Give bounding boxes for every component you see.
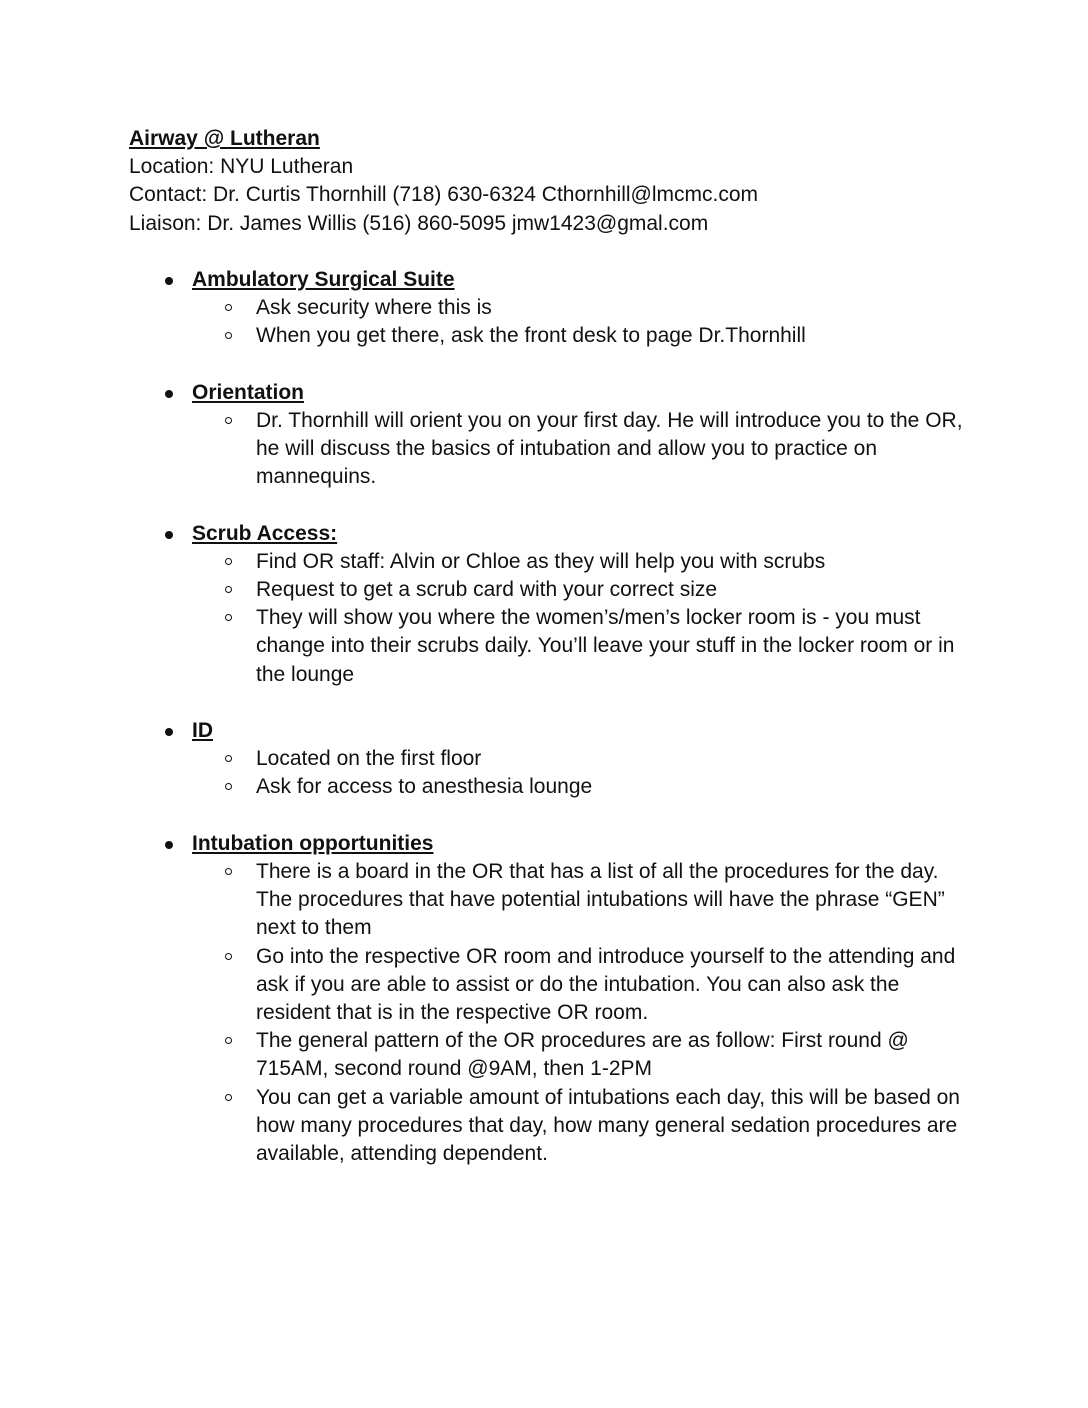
list-item <box>129 943 989 1028</box>
list-item <box>129 745 989 773</box>
hollow-bullet-icon <box>225 783 232 790</box>
hollow-bullet-icon <box>225 755 232 762</box>
list-item <box>129 322 989 350</box>
section-scrub-access <box>129 520 989 689</box>
section-intubation-opportunities <box>129 830 989 1168</box>
hollow-bullet-icon <box>225 1037 232 1044</box>
hollow-bullet-icon <box>225 1094 232 1101</box>
list-item-text: Located on the first floor <box>256 747 482 771</box>
list-item-text: When you get there, ask the front desk to page Dr.Thornhill <box>256 324 806 348</box>
list-item <box>129 773 989 801</box>
list-item-text: Dr. Thornhill will orient you on your first day. He will introduce you to the OR, he will discuss the basics of intubation and allow you to practice on mannequins. <box>256 408 963 489</box>
list-item-text: You can get a variable amount of intubations each day, this will be based on how many procedures that day, how many general sedation procedures are available, attending dependent. <box>256 1085 960 1166</box>
list-item <box>129 407 989 492</box>
list-item-text: Find OR staff: Alvin or Chloe as they will help you with scrubs <box>256 549 826 573</box>
hollow-bullet-icon <box>225 586 232 593</box>
section-heading: Scrub Access: <box>192 521 338 545</box>
list-item <box>129 576 989 604</box>
list-item <box>129 1084 989 1169</box>
section-heading-row <box>129 379 989 407</box>
document-page <box>129 125 989 1196</box>
list-item <box>129 604 989 689</box>
list-item <box>129 1027 989 1083</box>
section-id <box>129 717 989 802</box>
section-heading: Intubation opportunities <box>192 831 434 855</box>
list-item-text: They will show you where the women’s/men’s locker room is - you must change into their scrubs daily. You’ll leave your stuff in the locker room or in the lounge <box>256 606 955 686</box>
section-ambulatory-surgical-suite <box>129 266 989 351</box>
section-heading: Ambulatory Surgical Suite <box>192 267 455 291</box>
hollow-bullet-icon <box>225 417 232 424</box>
hollow-bullet-icon <box>225 868 232 875</box>
list-item-text: Request to get a scrub card with your correct size <box>256 578 718 602</box>
hollow-bullet-icon <box>225 558 232 565</box>
document-title: Airway @ Lutheran <box>129 127 320 150</box>
contact-line: Contact: Dr. Curtis Thornhill (718) 630-6324 Cthornhill@lmcmc.com <box>129 183 758 207</box>
hollow-bullet-icon <box>225 304 232 311</box>
list-item <box>129 294 989 322</box>
section-heading-row <box>129 520 989 548</box>
list-item-text: Ask security where this is <box>256 296 492 320</box>
section-heading-row <box>129 266 989 294</box>
hollow-bullet-icon <box>225 614 232 621</box>
location-line: Location: NYU Lutheran <box>129 155 354 179</box>
hollow-bullet-icon <box>225 332 232 339</box>
list-item-text: There is a board in the OR that has a list of all the procedures for the day. The procedures that have potential intubations will have the phrase “GEN” next to them <box>256 860 945 940</box>
section-heading-row <box>129 830 989 858</box>
list-item-text: The general pattern of the OR procedures are as follow: First round @ 715AM, second round @9AM, then 1-2PM <box>256 1029 909 1081</box>
list-item-text: Ask for access to anesthesia lounge <box>256 775 593 799</box>
section-heading: ID <box>192 719 213 743</box>
list-item <box>129 548 989 576</box>
section-heading: Orientation <box>192 380 305 404</box>
list-item <box>129 858 989 943</box>
sections-list <box>129 266 989 1168</box>
section-heading-row <box>129 717 989 745</box>
liaison-line: Liaison: Dr. James Willis (516) 860-5095 jmw1423@gmal.com <box>129 211 709 235</box>
list-item-text: Go into the respective OR room and introduce yourself to the attending and ask if you are able to assist or do the intubation. You can also ask the resident that is in the respective OR room. <box>256 944 956 1025</box>
section-orientation <box>129 379 989 492</box>
hollow-bullet-icon <box>225 953 232 960</box>
